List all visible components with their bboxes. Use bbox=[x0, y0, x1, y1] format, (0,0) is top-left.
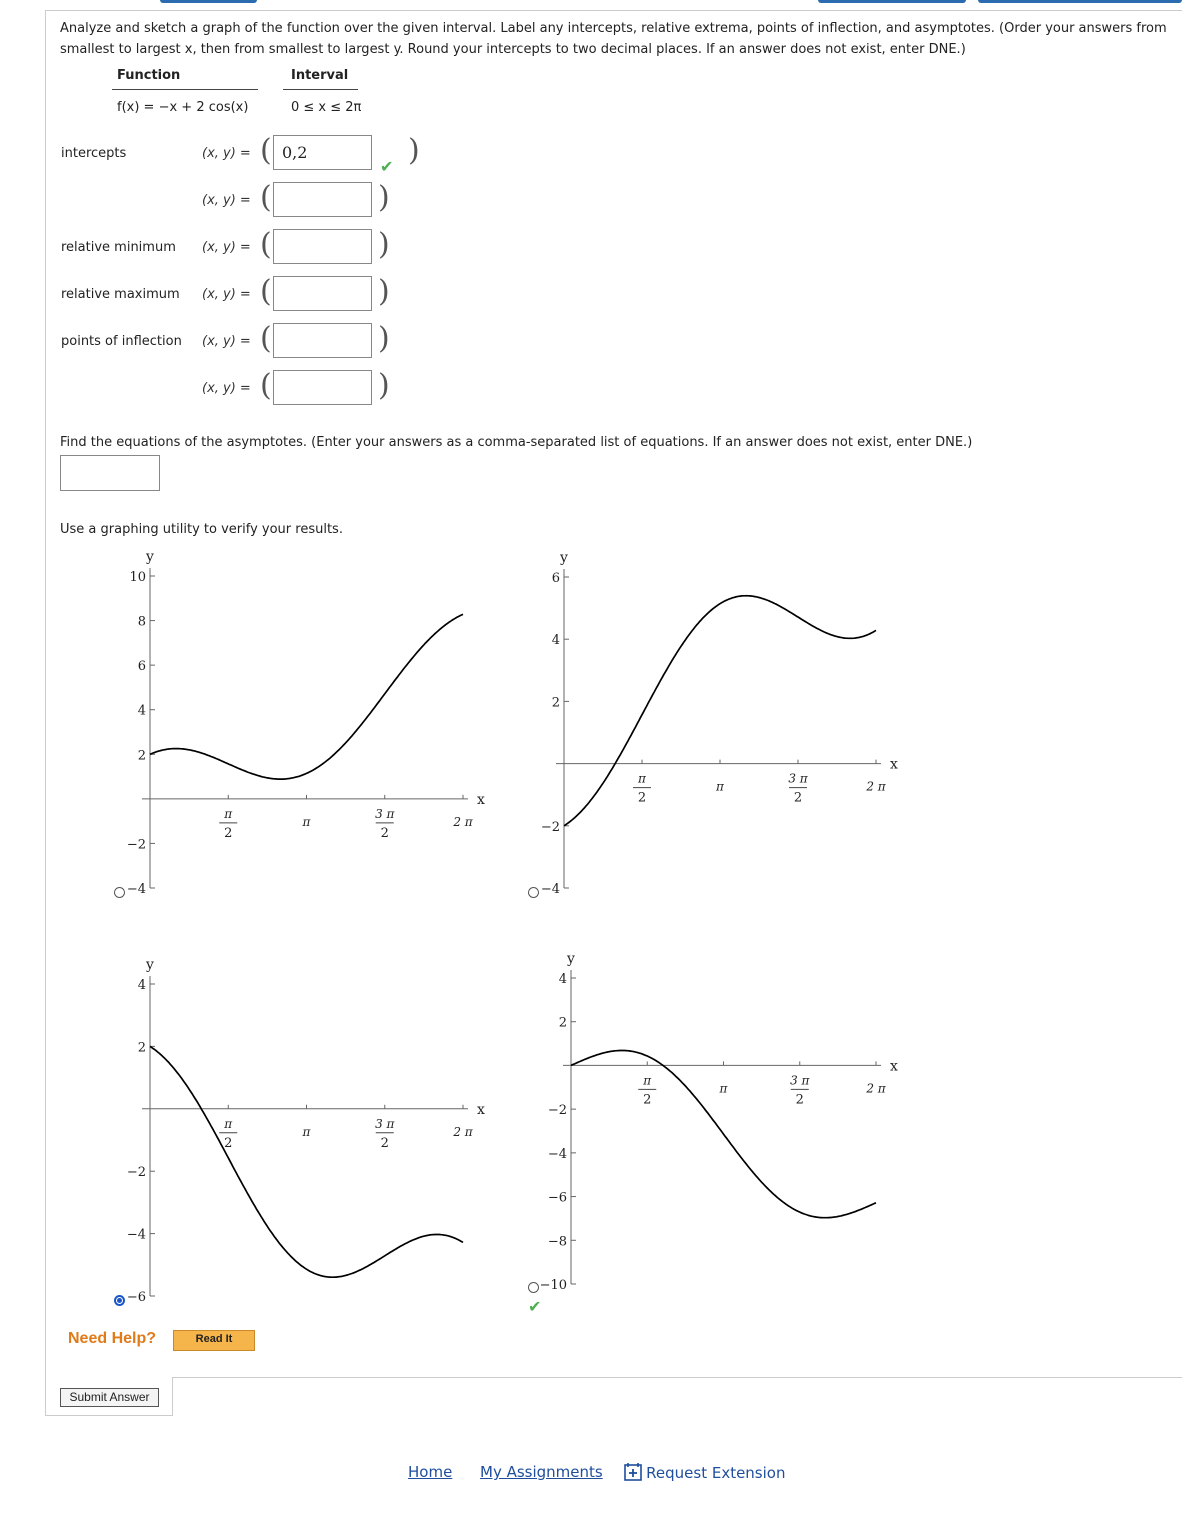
row-label-2: relative minimum bbox=[61, 240, 176, 255]
y-tick-label: 2 bbox=[551, 695, 560, 711]
y-tick-label: 6 bbox=[551, 571, 560, 586]
x-tick-label: π bbox=[716, 779, 724, 794]
function-header: Function bbox=[117, 68, 181, 83]
xy-label: (x, y) = bbox=[202, 381, 251, 396]
x-tick-label-num: 3 π bbox=[375, 806, 395, 821]
y-tick-label: −4 bbox=[126, 1227, 146, 1243]
request-extension-label: Request Extension bbox=[646, 1464, 786, 1482]
y-tick-label: 6 bbox=[137, 659, 146, 675]
close-paren: ) bbox=[378, 321, 390, 356]
need-help-label: Need Help? bbox=[68, 1330, 157, 1347]
graph-option-3-radio[interactable] bbox=[114, 1295, 125, 1306]
xy-label: (x, y) = bbox=[202, 334, 251, 349]
y-tick-label: 2 bbox=[558, 1015, 567, 1031]
x-tick-label-num: π bbox=[224, 806, 233, 821]
assignments-link-wrap bbox=[480, 1463, 603, 1481]
close-paren: ) bbox=[408, 133, 420, 168]
x-tick-label-num: 3 π bbox=[375, 1116, 395, 1131]
y-tick-label: 4 bbox=[137, 703, 146, 719]
answer-input-0[interactable] bbox=[273, 135, 372, 170]
y-tick-label: −10 bbox=[539, 1278, 567, 1293]
x-tick-label-den: 2 bbox=[380, 1135, 389, 1151]
x-axis-label: x bbox=[477, 791, 485, 808]
y-tick-label: −8 bbox=[547, 1234, 567, 1250]
xy-label: (x, y) = bbox=[202, 287, 251, 302]
y-tick-label: 2 bbox=[137, 748, 146, 764]
x-tick-label-num: π bbox=[643, 1073, 652, 1088]
my-assignments-link[interactable]: My Assignments bbox=[480, 1463, 603, 1481]
x-tick-label-den: 2 bbox=[224, 825, 233, 841]
graph-options bbox=[0, 540, 1182, 1320]
y-axis-label: y bbox=[146, 957, 154, 973]
x-tick-label-den: 2 bbox=[380, 825, 389, 841]
home-link[interactable]: Home bbox=[408, 1463, 453, 1481]
x-tick-label: 2 π bbox=[453, 1124, 473, 1139]
x-tick-label: 2 π bbox=[866, 779, 886, 794]
open-paren: ( bbox=[260, 321, 272, 356]
y-axis-label: y bbox=[146, 549, 154, 565]
xy-label: (x, y) = bbox=[202, 146, 251, 161]
answer-input-4[interactable] bbox=[273, 323, 372, 358]
graph-curve-1 bbox=[150, 614, 463, 779]
y-tick-label: 8 bbox=[137, 614, 146, 630]
y-tick-label: −2 bbox=[547, 1103, 567, 1119]
close-paren: ) bbox=[378, 368, 390, 403]
tab-edge-right bbox=[978, 0, 1182, 3]
xy-label: (x, y) = bbox=[202, 193, 251, 208]
open-paren: ( bbox=[260, 133, 272, 168]
graph-option-2-radio[interactable] bbox=[528, 887, 539, 898]
graph-option-4-radio[interactable] bbox=[528, 1282, 539, 1293]
graph-option-4-check-icon: ✔ bbox=[528, 1297, 542, 1316]
x-tick-label-num: 3 π bbox=[788, 771, 808, 786]
row-label-3: relative maximum bbox=[61, 287, 180, 302]
asymptote-input[interactable] bbox=[60, 455, 160, 491]
x-axis-label: x bbox=[890, 756, 898, 773]
x-tick-label-num: π bbox=[224, 1116, 233, 1131]
y-tick-label: −4 bbox=[547, 1146, 567, 1162]
open-paren: ( bbox=[260, 274, 272, 309]
y-tick-label: −4 bbox=[540, 882, 560, 897]
answer-input-1[interactable] bbox=[273, 182, 372, 217]
x-tick-label-den: 2 bbox=[643, 1092, 652, 1108]
y-tick-label: −2 bbox=[126, 1165, 146, 1181]
row-label-0: intercepts bbox=[61, 146, 127, 161]
tab-edge-left bbox=[160, 0, 257, 3]
x-tick-label-den: 2 bbox=[793, 790, 803, 806]
x-tick-label: π bbox=[302, 1124, 311, 1139]
plus-calendar-icon bbox=[624, 1463, 642, 1481]
y-tick-label: 10 bbox=[129, 570, 146, 585]
request-extension-button[interactable] bbox=[624, 1463, 785, 1482]
x-tick-label-num: 3 π bbox=[790, 1073, 810, 1088]
answer-input-2[interactable] bbox=[273, 229, 372, 264]
interval-expression: 0 ≤ x ≤ 2π bbox=[291, 100, 362, 115]
x-axis-label: x bbox=[477, 1101, 485, 1118]
graph-prompt: Use a graphing utility to verify your results. bbox=[60, 522, 343, 537]
x-axis-label: x bbox=[890, 1058, 898, 1075]
x-tick-label-num: π bbox=[638, 771, 646, 786]
row-label-4: points of inflection bbox=[61, 334, 182, 349]
answer-input-5[interactable] bbox=[273, 370, 372, 405]
footer-links bbox=[408, 1463, 452, 1481]
correct-check-icon: ✔ bbox=[380, 157, 394, 176]
function-header-rule bbox=[112, 89, 258, 90]
x-tick-label: π bbox=[719, 1081, 728, 1096]
xy-label: (x, y) = bbox=[202, 240, 251, 255]
graph-option-1-radio[interactable] bbox=[114, 887, 125, 898]
x-tick-label-den: 2 bbox=[795, 1092, 804, 1108]
answer-input-3[interactable] bbox=[273, 276, 372, 311]
y-axis-label: y bbox=[567, 951, 575, 967]
x-tick-label: 2 π bbox=[866, 1081, 886, 1096]
graph-curve-3 bbox=[150, 1046, 463, 1277]
y-tick-label: 4 bbox=[551, 633, 560, 649]
close-paren: ) bbox=[378, 227, 390, 262]
y-tick-label: −2 bbox=[126, 837, 146, 853]
open-paren: ( bbox=[260, 368, 272, 403]
x-tick-label: π bbox=[302, 814, 311, 829]
y-tick-label: 4 bbox=[558, 972, 567, 987]
y-tick-label: −4 bbox=[126, 882, 146, 897]
x-tick-label: 2 π bbox=[453, 814, 473, 829]
asymptote-prompt: Find the equations of the asymptotes. (Enter your answers as a comma-separated list of equations. If an answer does not exist, enter DNE.) bbox=[60, 435, 973, 450]
x-tick-label-den: 2 bbox=[224, 1135, 233, 1151]
function-expression: f(x) = −x + 2 cos(x) bbox=[117, 100, 249, 115]
y-tick-label: 4 bbox=[137, 978, 146, 993]
close-paren: ) bbox=[378, 180, 390, 215]
submit-answer-button[interactable]: Submit Answer bbox=[60, 1388, 159, 1407]
x-tick-label-den: 2 bbox=[637, 790, 647, 806]
close-paren: ) bbox=[378, 274, 390, 309]
y-tick-label: −6 bbox=[547, 1190, 567, 1206]
read-it-button[interactable]: Read It bbox=[173, 1330, 255, 1351]
interval-header: Interval bbox=[291, 68, 349, 83]
open-paren: ( bbox=[260, 227, 272, 262]
graph-curve-4 bbox=[571, 1051, 876, 1218]
y-tick-label: −2 bbox=[540, 819, 560, 835]
y-tick-label: −6 bbox=[126, 1290, 146, 1305]
open-paren: ( bbox=[260, 180, 272, 215]
y-axis-label: y bbox=[560, 550, 568, 566]
interval-header-rule bbox=[283, 89, 358, 90]
tab-edge-mid bbox=[818, 0, 966, 3]
question-instructions: Analyze and sketch a graph of the function over the given interval. Label any intercepts, relative extrema, points of inflection, and asymptotes. (Order your answers from smallest to largest x, then from smallest to largest y. Round your intercepts to two decimal places. If an answer does not exist, enter DNE.) bbox=[60, 21, 1167, 57]
y-tick-label: 2 bbox=[137, 1040, 146, 1056]
